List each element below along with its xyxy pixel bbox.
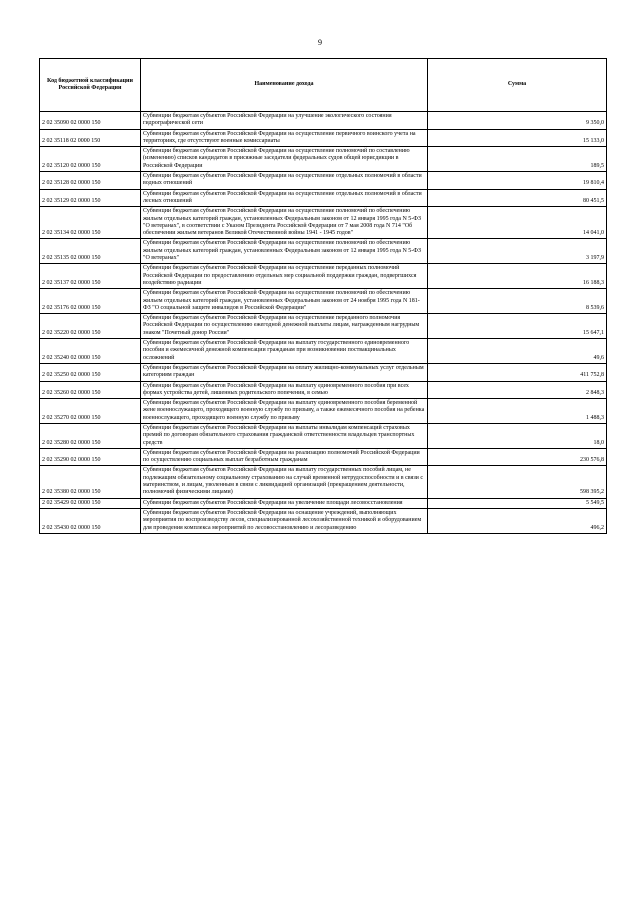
sum-cell: 230 576,8 bbox=[428, 448, 607, 466]
name-cell: Субвенции бюджетам субъектов Российской Федерации на выплату государственного единовременного пособия и ежемесячной денежной компенсации гражданам при возникновении поствакцинальных осложнений bbox=[141, 339, 428, 364]
name-cell: Субвенции бюджетам субъектов Российской Федерации на выплату единовременного пособия беременной жене военнослужащего, проходящего военную службу по призыву, а также ежемесячного пособия на ребенка военнослужащего, проходящего военную службу по призыву bbox=[141, 399, 428, 424]
table-row bbox=[40, 289, 607, 314]
name-cell: Субвенции бюджетам субъектов Российской Федерации на реализацию полномочий Российской Федерации по осуществлению социальных выплат безработным гражданам bbox=[141, 448, 428, 466]
name-cell: Субвенции бюджетам субъектов Российской Федерации на осуществление полномочий по составлению (изменению) списков кандидатов в присяжные заседатели федеральных судов общей юрисдикции в Российской Федерации bbox=[141, 147, 428, 172]
name-cell: Субвенции бюджетам субъектов Российской Федерации на осуществление переданных полномочий Российской Федерации по предоставлению отдельных мер социальной поддержки граждан, подвергшихся воздействию радиации bbox=[141, 264, 428, 289]
sum-cell: 15 647,1 bbox=[428, 314, 607, 339]
sum-cell: 14 041,0 bbox=[428, 207, 607, 239]
sum-cell: 80 451,5 bbox=[428, 189, 607, 207]
table-header-row bbox=[40, 59, 607, 112]
name-cell: Субвенции бюджетам субъектов Российской Федерации на осуществление переданного полномочия Российской Федерации по осуществлению ежегодной денежной выплаты лицам, награжденным нагрудным знаком "Почетный донор России" bbox=[141, 314, 428, 339]
sum-cell: 5 549,5 bbox=[428, 498, 607, 508]
table-row bbox=[40, 172, 607, 190]
header-name: Наименование дохода bbox=[141, 59, 428, 112]
sum-cell: 9 350,0 bbox=[428, 112, 607, 130]
table-row bbox=[40, 264, 607, 289]
sum-cell: 1 488,3 bbox=[428, 399, 607, 424]
sum-cell: 16 188,3 bbox=[428, 264, 607, 289]
code-cell: 2 02 35240 02 0000 150 bbox=[40, 339, 141, 364]
table-row bbox=[40, 498, 607, 508]
sum-cell: 3 197,9 bbox=[428, 239, 607, 264]
name-cell: Субвенции бюджетам субъектов Российской Федерации на улучшение экологического состояния гидрографической сети bbox=[141, 112, 428, 130]
name-cell: Субвенции бюджетам субъектов Российской Федерации на осуществление полномочий по обеспечению жильем отдельных категорий граждан, установленных Федеральным законом от 24 ноября 1995 года N 181-ФЗ "О социальной защите инвалидов в Российской Федерации" bbox=[141, 289, 428, 314]
table-row bbox=[40, 363, 607, 381]
sum-cell: 2 848,3 bbox=[428, 381, 607, 399]
code-cell: 2 02 35260 02 0000 150 bbox=[40, 381, 141, 399]
code-cell: 2 02 35429 02 0000 150 bbox=[40, 498, 141, 508]
table-row bbox=[40, 112, 607, 130]
code-cell: 2 02 35137 02 0000 150 bbox=[40, 264, 141, 289]
code-cell: 2 02 35128 02 0000 150 bbox=[40, 172, 141, 190]
name-cell: Субвенции бюджетам субъектов Российской Федерации на увеличение площади лесовосстановления bbox=[141, 498, 428, 508]
header-code: Код бюджетной классификации Российской Федерации bbox=[40, 59, 141, 112]
code-cell: 2 02 35120 02 0000 150 bbox=[40, 147, 141, 172]
table-body bbox=[40, 112, 607, 534]
sum-cell: 49,6 bbox=[428, 339, 607, 364]
sum-cell: 411 752,8 bbox=[428, 363, 607, 381]
code-cell: 2 02 35118 02 0000 150 bbox=[40, 129, 141, 147]
header-sum: Сумма bbox=[428, 59, 607, 112]
table-row bbox=[40, 239, 607, 264]
name-cell: Субвенции бюджетам субъектов Российской Федерации на осуществление полномочий по обеспечению жильем отдельных категорий граждан, установленных Федеральным законом от 12 января 1995 года N 5-ФЗ "О ветеранах", в соответствии с Указом Президента Российской Федерации от 7 мая 2008 года N 714 "Об обеспечении жильем ветеранов Великой Отечественной войны 1941 - 1945 годов" bbox=[141, 207, 428, 239]
code-cell: 2 02 35430 02 0000 150 bbox=[40, 508, 141, 533]
table-row bbox=[40, 207, 607, 239]
name-cell: Субвенции бюджетам субъектов Российской Федерации на выплату государственных пособий лицам, не подлежащим обязательному социальному страхованию на случай временной нетрудоспособности и в связи с материнством, и лицам, уволенным в связи с ликвидацией организаций (прекращением деятельности, полномочий физическими лицами) bbox=[141, 466, 428, 498]
code-cell: 2 02 35134 02 0000 150 bbox=[40, 207, 141, 239]
code-cell: 2 02 35135 02 0000 150 bbox=[40, 239, 141, 264]
table-row bbox=[40, 129, 607, 147]
page-number: 9 bbox=[318, 38, 322, 47]
name-cell: Субвенции бюджетам субъектов Российской Федерации на оснащение учреждений, выполняющих мероприятия по воспроизводству лесов, специализированной лесохозяйственной техникой и оборудованием для проведения комплекса мероприятий по лесовосстановлению и лесоразведению bbox=[141, 508, 428, 533]
code-cell: 2 02 35250 02 0000 150 bbox=[40, 363, 141, 381]
name-cell: Субвенции бюджетам субъектов Российской Федерации на осуществление отдельных полномочий в области лесных отношений bbox=[141, 189, 428, 207]
sum-cell: 8 539,6 bbox=[428, 289, 607, 314]
code-cell: 2 02 35270 02 0000 150 bbox=[40, 399, 141, 424]
table-row bbox=[40, 147, 607, 172]
table-row bbox=[40, 466, 607, 498]
code-cell: 2 02 35129 02 0000 150 bbox=[40, 189, 141, 207]
name-cell: Субвенции бюджетам субъектов Российской Федерации на осуществление полномочий по обеспечению жильем отдельных категорий граждан, установленных Федеральным законом от 12 января 1995 года N 5-ФЗ "О ветеранах" bbox=[141, 239, 428, 264]
code-cell: 2 02 35220 02 0000 150 bbox=[40, 314, 141, 339]
sum-cell: 496,2 bbox=[428, 508, 607, 533]
table-row bbox=[40, 448, 607, 466]
table-row bbox=[40, 189, 607, 207]
table-row bbox=[40, 508, 607, 533]
name-cell: Субвенции бюджетам субъектов Российской Федерации на выплаты инвалидам компенсаций страховых премий по договорам обязательного страхования гражданской ответственности владельцев транспортных средств bbox=[141, 423, 428, 448]
name-cell: Субвенции бюджетам субъектов Российской Федерации на осуществление первичного воинского учета на территориях, где отсутствуют военные комиссариаты bbox=[141, 129, 428, 147]
name-cell: Субвенции бюджетам субъектов Российской Федерации на оплату жилищно-коммунальных услуг отдельным категориям граждан bbox=[141, 363, 428, 381]
revenue-table bbox=[39, 58, 607, 534]
sum-cell: 18,0 bbox=[428, 423, 607, 448]
name-cell: Субвенции бюджетам субъектов Российской Федерации на выплату единовременного пособия при всех формах устройства детей, лишенных родительского попечения, в семью bbox=[141, 381, 428, 399]
code-cell: 2 02 35380 02 0000 150 bbox=[40, 466, 141, 498]
name-cell: Субвенции бюджетам субъектов Российской Федерации на осуществление отдельных полномочий в области водных отношений bbox=[141, 172, 428, 190]
table-row bbox=[40, 423, 607, 448]
table-row bbox=[40, 339, 607, 364]
table-row bbox=[40, 381, 607, 399]
sum-cell: 189,5 bbox=[428, 147, 607, 172]
code-cell: 2 02 35290 02 0000 150 bbox=[40, 448, 141, 466]
sum-cell: 598 395,2 bbox=[428, 466, 607, 498]
sum-cell: 19 810,4 bbox=[428, 172, 607, 190]
table-row bbox=[40, 399, 607, 424]
code-cell: 2 02 35176 02 0000 150 bbox=[40, 289, 141, 314]
sum-cell: 15 133,0 bbox=[428, 129, 607, 147]
code-cell: 2 02 35280 02 0000 150 bbox=[40, 423, 141, 448]
table-row bbox=[40, 314, 607, 339]
code-cell: 2 02 35090 02 0000 150 bbox=[40, 112, 141, 130]
